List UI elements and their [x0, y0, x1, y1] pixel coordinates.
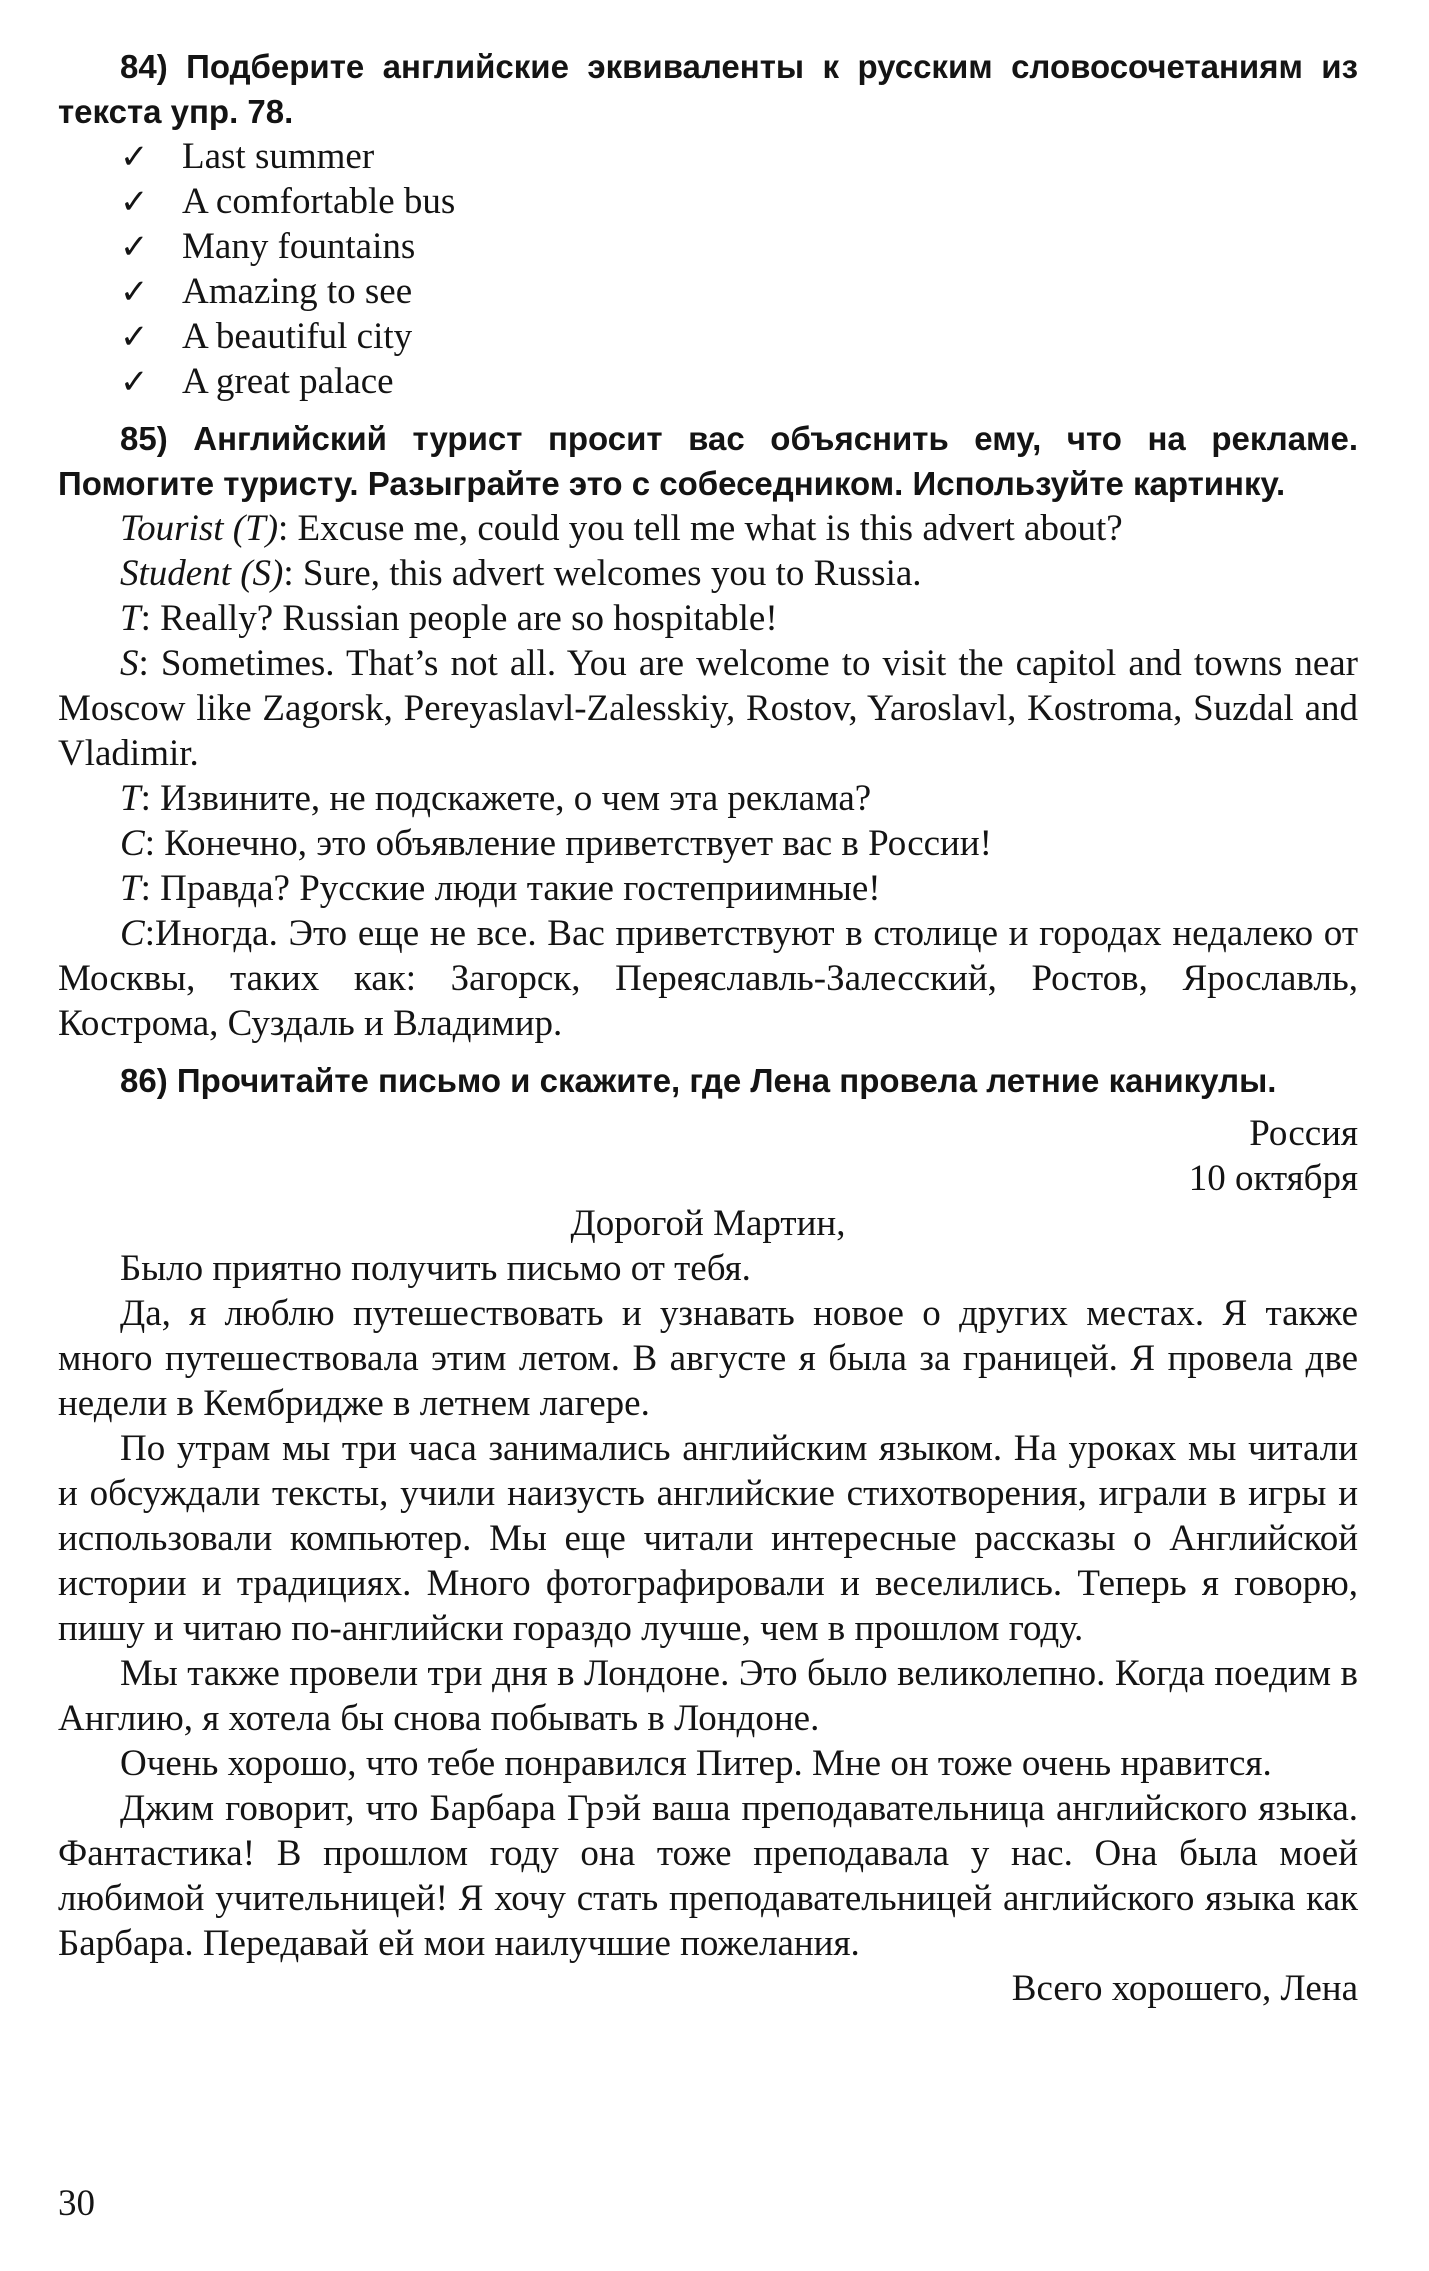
checkmark-icon: ✓: [120, 229, 149, 266]
dialogue-line: [58, 551, 1358, 596]
letter-place: Россия: [1249, 1113, 1358, 1154]
checkmark-icon: ✓: [120, 364, 149, 401]
exercise-85: [58, 416, 1358, 1046]
letter-paragraph: По утрам мы три часа занимались английским языком. На уроках мы читали и обсуждали тексты, учили наизусть английские стихотворения, играли в игры и использовали компьютер. Мы еще читали интересные рассказы о Английской истории и традициях. Много фотографировали и веселились. Теперь я говорю, пишу и читаю по-английски гораздо лучше, чем в прошлом году.: [58, 1428, 1358, 1649]
dialogue-line: [58, 866, 1358, 911]
exercise-85-heading: 85) Английский турист просит вас объяснить ему, что на рекламе. Помогите туристу. Разыграйте это с собеседником. Используйте картинку.: [58, 420, 1358, 502]
dialogue-text: Правда? Русские люди такие гостеприимные!: [160, 868, 881, 909]
list-item-text: Amazing to see: [182, 271, 413, 312]
dialogue-text: Sure, this advert welcomes you to Russia.: [302, 553, 922, 594]
speaker-label: Т: [120, 868, 141, 909]
speaker-label: T: [120, 598, 141, 639]
dialogue-text: Извините, не подскажете, о чем эта реклама?: [160, 778, 872, 819]
speaker-label: Т: [120, 778, 141, 819]
letter-date: 10 октября: [1188, 1158, 1358, 1199]
dialogue-line: [58, 776, 1358, 821]
dialogue-line: [58, 506, 1358, 551]
checkmark-icon: ✓: [120, 319, 149, 356]
list-item-text: Many fountains: [182, 226, 416, 267]
dialogue-line: [58, 911, 1358, 1046]
checkmark-icon: ✓: [120, 139, 149, 176]
letter-paragraph: Очень хорошо, что тебе понравился Питер. Мне он тоже очень нравится.: [120, 1743, 1272, 1784]
speaker-label: Student (S): [120, 553, 284, 594]
dialogue-text: Иногда. Это еще не все. Вас приветствуют в столице и городах недалеко от Москвы, таких как: Загорск, Переяславль-Залесский, Ростов, Ярославль, Кострома, Суздаль и Владимир.: [58, 913, 1358, 1044]
dialogue-line: [58, 641, 1358, 776]
exercise-86-heading: 86) Прочитайте письмо и скажите, где Лена провела летние каникулы.: [120, 1062, 1277, 1099]
speaker-separator: :: [138, 643, 161, 684]
speaker-separator: :: [283, 553, 303, 594]
speaker-label: С: [120, 913, 145, 954]
speaker-separator: :: [278, 508, 298, 549]
exercise-86: [58, 1058, 1358, 2011]
dialogue-line: [58, 596, 1358, 641]
letter-paragraph: Мы также провели три дня в Лондоне. Это было великолепно. Когда поедим в Англию, я хотела бы снова побывать в Лондоне.: [58, 1653, 1358, 1739]
exercise-84: [58, 44, 1358, 404]
textbook-page: [58, 44, 1358, 2011]
speaker-label: Tourist (T): [120, 508, 279, 549]
checkmark-icon: ✓: [120, 274, 149, 311]
speaker-label: S: [120, 643, 139, 684]
list-item: [58, 314, 1358, 359]
speaker-separator: :: [140, 778, 161, 819]
list-item: [58, 134, 1358, 179]
list-item: [58, 224, 1358, 269]
page-number: 30: [58, 2183, 95, 2224]
checkmark-icon: ✓: [120, 184, 149, 221]
letter-signoff: Всего хорошего, Лена: [1011, 1968, 1358, 2009]
list-item: [58, 179, 1358, 224]
speaker-separator: :: [144, 823, 165, 864]
speaker-separator: :: [140, 598, 161, 639]
speaker-separator: :: [144, 913, 155, 954]
letter-greeting: Дорогой Мартин,: [570, 1203, 846, 1244]
speaker-separator: :: [140, 868, 161, 909]
speaker-label: С: [120, 823, 145, 864]
dialogue-text: Конечно, это объявление приветствует вас в России!: [164, 823, 992, 864]
letter-paragraph: Было приятно получить письмо от тебя.: [120, 1248, 751, 1289]
list-item-text: A great palace: [182, 361, 394, 402]
list-item-text: A beautiful city: [182, 316, 413, 357]
dialogue-text: Excuse me, could you tell me what is this advert about?: [297, 508, 1123, 549]
list-item: [58, 359, 1358, 404]
list-item: [58, 269, 1358, 314]
list-item-text: A comfortable bus: [182, 181, 456, 222]
letter-paragraph: Да, я люблю путешествовать и узнавать новое о других местах. Я также много путешествовала этим летом. В августе я была за границей. Я провела две недели в Кембридже в летнем лагере.: [58, 1293, 1358, 1424]
dialogue-text: Sometimes. That’s not all. You are welcome to visit the capitol and towns near Moscow like Zagorsk, Pereyaslavl-Zalesskiy, Rostov, Yaroslavl, Kostroma, Suzdal and Vladimir.: [58, 643, 1359, 774]
dialogue-line: [58, 821, 1358, 866]
list-item-text: Last summer: [182, 136, 375, 177]
exercise-84-heading: 84) Подберите английские эквиваленты к русским словосочетаниям из текста упр. 78.: [58, 48, 1358, 130]
letter-paragraph: Джим говорит, что Барбара Грэй ваша преподавательница английского языка. Фантастика! В прошлом году она тоже преподавала у нас. Она была моей любимой учительницей! Я хочу стать преподавательницей английского языка как Барбара. Передавай ей мои наилучшие пожелания.: [58, 1788, 1358, 1964]
exercise-84-list: [58, 134, 1358, 404]
dialogue-text: Really? Russian people are so hospitable!: [160, 598, 778, 639]
